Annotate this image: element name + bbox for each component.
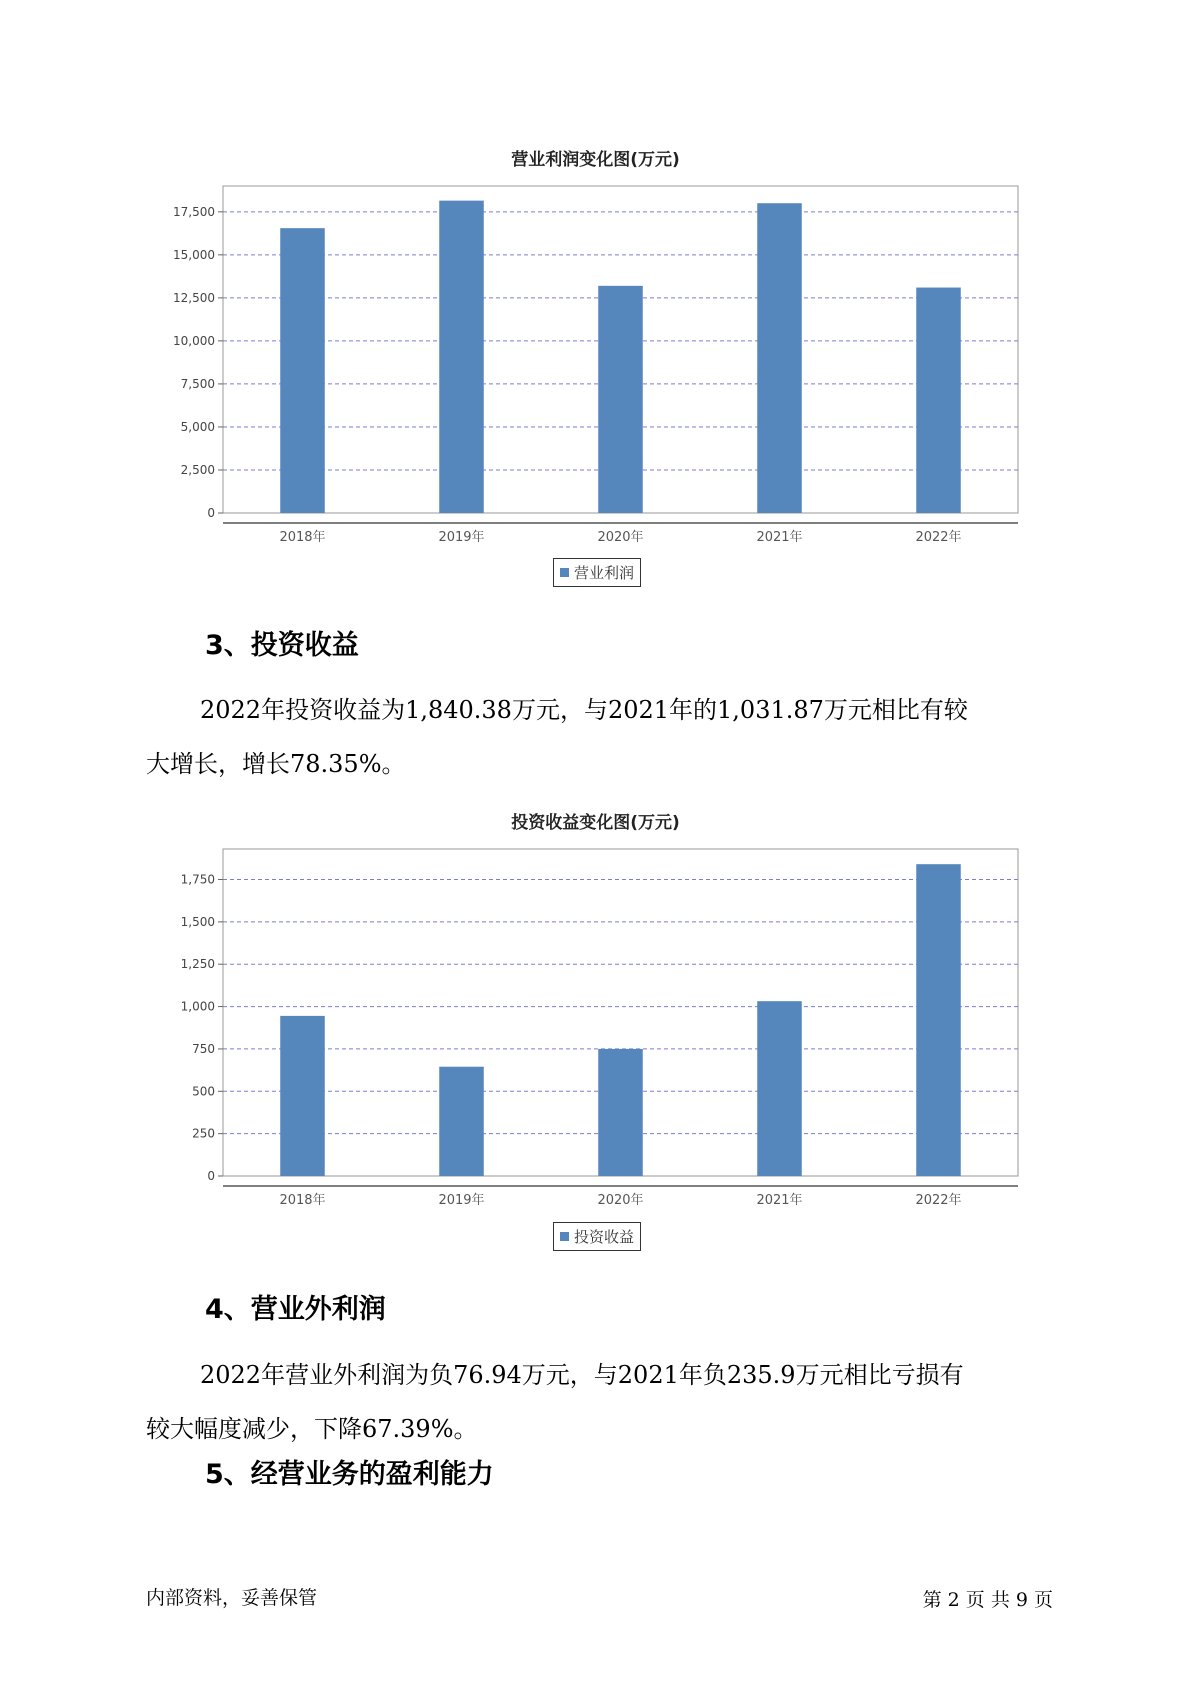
section3-line2: 大增长，增长78.35%。 xyxy=(146,750,406,778)
y-tick-label: 7,500 xyxy=(180,376,215,391)
y-tick-label: 0 xyxy=(207,506,215,520)
x-tick-label: 2020年 xyxy=(597,1193,644,1208)
bar xyxy=(280,1016,325,1176)
bar xyxy=(916,288,961,513)
bar xyxy=(757,1001,802,1176)
y-tick-label: 1,500 xyxy=(180,914,215,929)
x-tick-label: 2018年 xyxy=(279,1193,326,1208)
section3-paragraph xyxy=(146,683,1046,791)
x-tick-label: 2019年 xyxy=(438,530,485,545)
chart2-legend xyxy=(553,1222,641,1251)
y-tick-label: 1,250 xyxy=(180,957,215,972)
y-tick-label: 17,500 xyxy=(173,204,215,219)
x-tick-label: 2020年 xyxy=(597,530,644,545)
bar xyxy=(916,864,961,1176)
section3-heading: 3、投资收益 xyxy=(205,630,359,661)
bar xyxy=(439,201,484,513)
section4-paragraph xyxy=(146,1348,1046,1456)
y-tick-label: 10,000 xyxy=(173,333,215,348)
footer-confidential: 内部资料，妥善保管 xyxy=(146,1587,318,1609)
y-tick-label: 500 xyxy=(192,1084,215,1099)
bar xyxy=(598,1049,643,1176)
operating-profit-chart xyxy=(0,175,1191,575)
bar xyxy=(280,228,325,513)
section4-line1: 2022年营业外利润为负76.94万元，与2021年负235.9万元相比亏损有 xyxy=(200,1361,964,1389)
y-tick-label: 1,000 xyxy=(180,999,215,1014)
section3-line1: 2022年投资收益为1,840.38万元，与2021年的1,031.87万元相比有较 xyxy=(200,696,968,724)
x-tick-label: 2022年 xyxy=(915,1193,962,1208)
bar xyxy=(598,286,643,513)
chart2-title: 投资收益变化图(万元) xyxy=(511,813,680,833)
y-tick-label: 2,500 xyxy=(180,462,215,477)
y-tick-label: 250 xyxy=(192,1126,215,1141)
legend-swatch xyxy=(560,568,569,577)
footer-page-number: 第 2 页 共 9 页 xyxy=(922,1589,1053,1611)
legend-swatch xyxy=(560,1232,569,1241)
x-tick-label: 2018年 xyxy=(279,530,326,545)
bar xyxy=(439,1067,484,1176)
investment-income-chart xyxy=(0,838,1191,1238)
x-tick-label: 2021年 xyxy=(756,530,803,545)
x-tick-label: 2021年 xyxy=(756,1193,803,1208)
x-tick-label: 2019年 xyxy=(438,1193,485,1208)
y-tick-label: 0 xyxy=(207,1169,215,1183)
y-tick-label: 5,000 xyxy=(180,419,215,434)
y-tick-label: 12,500 xyxy=(173,290,215,305)
y-tick-label: 750 xyxy=(192,1041,215,1056)
section5-heading: 5、经营业务的盈利能力 xyxy=(205,1459,494,1490)
chart2-legend-label: 投资收益 xyxy=(574,1228,635,1246)
y-tick-label: 1,750 xyxy=(180,872,215,887)
y-tick-label: 15,000 xyxy=(173,247,215,262)
section4-heading: 4、营业外利润 xyxy=(205,1294,386,1325)
chart1-title: 营业利润变化图(万元) xyxy=(511,150,680,170)
x-tick-label: 2022年 xyxy=(915,530,962,545)
chart1-legend-label: 营业利润 xyxy=(574,564,635,582)
section4-line2: 较大幅度减少，下降67.39%。 xyxy=(146,1415,478,1443)
chart1-legend xyxy=(553,558,641,587)
bar xyxy=(757,203,802,513)
